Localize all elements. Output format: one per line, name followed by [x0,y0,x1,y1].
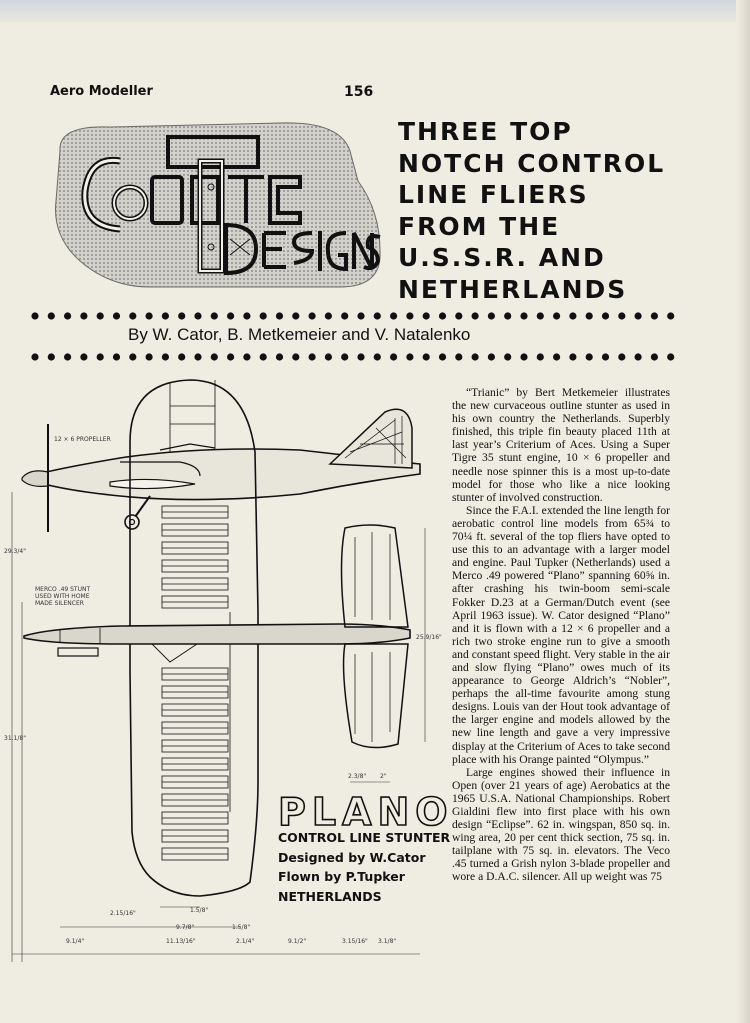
rule-dot [553,353,560,360]
rule-dot [113,353,120,360]
rule-dot [455,312,462,319]
propeller-label: 12 × 6 PROPELLER [54,436,111,443]
rule-dot [390,353,397,360]
rule-dot [260,312,267,319]
caption-line: Designed by W.Cator [278,849,426,865]
caption-line: Flown by P.Tupker [278,869,405,884]
rule-dot [553,312,560,319]
dimension-label: 1.5/8" [232,924,251,931]
dimension-label: 9.1/4" [66,938,85,945]
rule-dot [64,312,71,319]
rule-dot [31,312,38,319]
dimension-label: 11.13/16" [166,938,196,945]
rule-dot [504,353,511,360]
rule-dot [211,353,218,360]
engine-label: USED WITH HOME [35,593,90,600]
rule-dot [439,353,446,360]
rule-dot [635,353,642,360]
rule-dot [48,353,55,360]
rule-dot [309,353,316,360]
headline-line: THREE TOP [398,117,573,146]
rule-dot [341,353,348,360]
rule-dot [276,353,283,360]
rule-dot [602,312,609,319]
article-paragraph: “Trianic” by Bert Metkemeier illustrates the new curvaceous outline stunter as used in his own country the Netherlands. Superbly finished, this triple fin beauty placed 11th at last year’s Criterium of Aces. Using a Super Tigre 35 stunt engine, 10 × 6 propeller and needle nose spinner this is a most up-to-date model for those who like a nice looking stunter of involved construction. [452,386,670,504]
rule-dot [406,353,413,360]
rule-dot [227,312,234,319]
rule-dot [520,312,527,319]
rule-dot [537,312,544,319]
rule-dot [129,353,136,360]
headline-line: NETHERLANDS [398,274,628,304]
magazine-title: Aero Modeller [50,84,153,99]
rule-dot [178,353,185,360]
headline-line: LINE FLIERS [398,180,589,209]
rule-dot [374,312,381,319]
dimension-label: 3.15/16" [342,938,368,945]
rule-dot [390,312,397,319]
article-paragraph: Since the F.A.I. extended the line length for aerobatic control line models from 65¾ to 70¼ ft. several of the top fliers have opted to use this to an advantage with a larger model and engine. Paul Tupker (Netherlands) used a Merco .49 powered “Plano” spanning 60⅝ in. after crashing his twin-boom semi-scale Fokker D.23 at a German/Dutch event (see April 1963 issue). W. Cator designed “Plano” and it is flown with a 12 × 6 propeller and a rich two stroke engine run to give a smooth and constant speed flight. Very stable in the air and slow flying “Plano” owes much of its appearance to George Aldrich’s “Nobler”, perhaps the all-time favourite among stung designs. Louis van der Hout took advantage of the larger engine and models allowed by the new line length and gave a very impressive display at the Criterium of Aces to take second place with his Orange painted “Olympus.” [452,503,670,766]
dimension-label: 2.3/8" [348,773,367,780]
engine-label: MADE SILENCER [35,600,84,607]
article-paragraph: Large engines showed their influence in Open (over 21 years of age) Aerobatics at the 1965 U.S.A. National Championships. Robert Gialdini flew into first place with his own design “Eclipse”. 62 in. wingspan, 850 sq. in. wing area, 20 per cent thick section, 75 sq. in. tailplane with 75 sq. in. elevators. The Veco .45 turned a Grish nylon 3-blade propeller and wore a D.A.C. silencer. All up weight was 75 [452,765,670,884]
rule-dot [651,353,658,360]
byline: By W. Cator, B. Metkemeier and V. Natalenko [128,325,471,344]
dimension-label: 29.3/4" [4,548,26,555]
rule-dot [129,312,136,319]
rule-dot [64,353,71,360]
rule-dot [569,312,576,319]
page-number: 156 [344,84,374,100]
plano-title: PLANO [278,790,454,834]
rule-dot [80,353,87,360]
rule-dot [194,312,201,319]
rule-dot [472,353,479,360]
rule-dot [423,353,430,360]
rule-dot [504,312,511,319]
rule-dot [325,353,332,360]
rule-dot [162,353,169,360]
rule-dot [309,312,316,319]
rule-dot [488,312,495,319]
rule-dot [194,353,201,360]
rule-dot [520,353,527,360]
rule-dot [260,353,267,360]
rule-dot [602,353,609,360]
rule-dot [227,353,234,360]
rule-dot [488,353,495,360]
rule-dot [97,353,104,360]
headline [398,116,738,305]
headline-line: FROM THE [398,211,561,241]
rule-dot [439,312,446,319]
headline-line: U.S.S.R. AND [398,243,606,272]
rule-dot [586,353,593,360]
rule-dot [97,312,104,319]
article-text [452,386,670,884]
rule-dot [586,312,593,319]
rule-dot [455,353,462,360]
rule-dot [618,353,625,360]
rule-dot [146,353,153,360]
rule-dot [341,312,348,319]
rule-dot [537,353,544,360]
rule-dot [325,312,332,319]
rule-dot [113,312,120,319]
dimension-label: 31.1/8" [4,735,26,742]
rule-dot [80,312,87,319]
dimension-label: 25.9/16" [416,634,442,641]
headline-line: NOTCH CONTROL [398,148,666,178]
dimension-label: 9.1/2" [288,938,307,945]
dimension-label: 2.15/16" [110,910,136,917]
dot-rule-top [30,311,680,321]
rule-dot [635,312,642,319]
dot-rule-bottom [30,352,680,362]
caption-line: CONTROL LINE STUNTER [278,830,451,845]
rule-dot [243,312,250,319]
rule-dot [667,312,674,319]
rule-dot [374,353,381,360]
rule-dot [48,312,55,319]
contest-designs-logo [50,121,382,289]
dimension-label: 1.5/8" [190,907,209,914]
rule-dot [472,312,479,319]
dimension-label: 2" [380,773,387,780]
scan-shadow [0,0,750,22]
rule-dot [146,312,153,319]
page-edge [736,0,750,1023]
rule-dot [357,353,364,360]
rule-dot [276,312,283,319]
caption-line: NETHERLANDS [278,888,382,904]
rule-dot [162,312,169,319]
dimension-label: 3.1/8" [378,938,397,945]
dimension-label: 9.7/8" [176,924,195,931]
engine-label: MERCO .49 STUNT [35,586,91,593]
rule-dot [243,353,250,360]
rule-dot [292,312,299,319]
rule-dot [423,312,430,319]
rule-dot [357,312,364,319]
rule-dot [292,353,299,360]
rule-dot [31,353,38,360]
rule-dot [406,312,413,319]
drawing-caption [278,828,450,906]
rule-dot [569,353,576,360]
rule-dot [651,312,658,319]
rule-dot [618,312,625,319]
rule-dot [178,312,185,319]
rule-dot [667,353,674,360]
dimension-label: 2.1/4" [236,938,255,945]
rule-dot [211,312,218,319]
